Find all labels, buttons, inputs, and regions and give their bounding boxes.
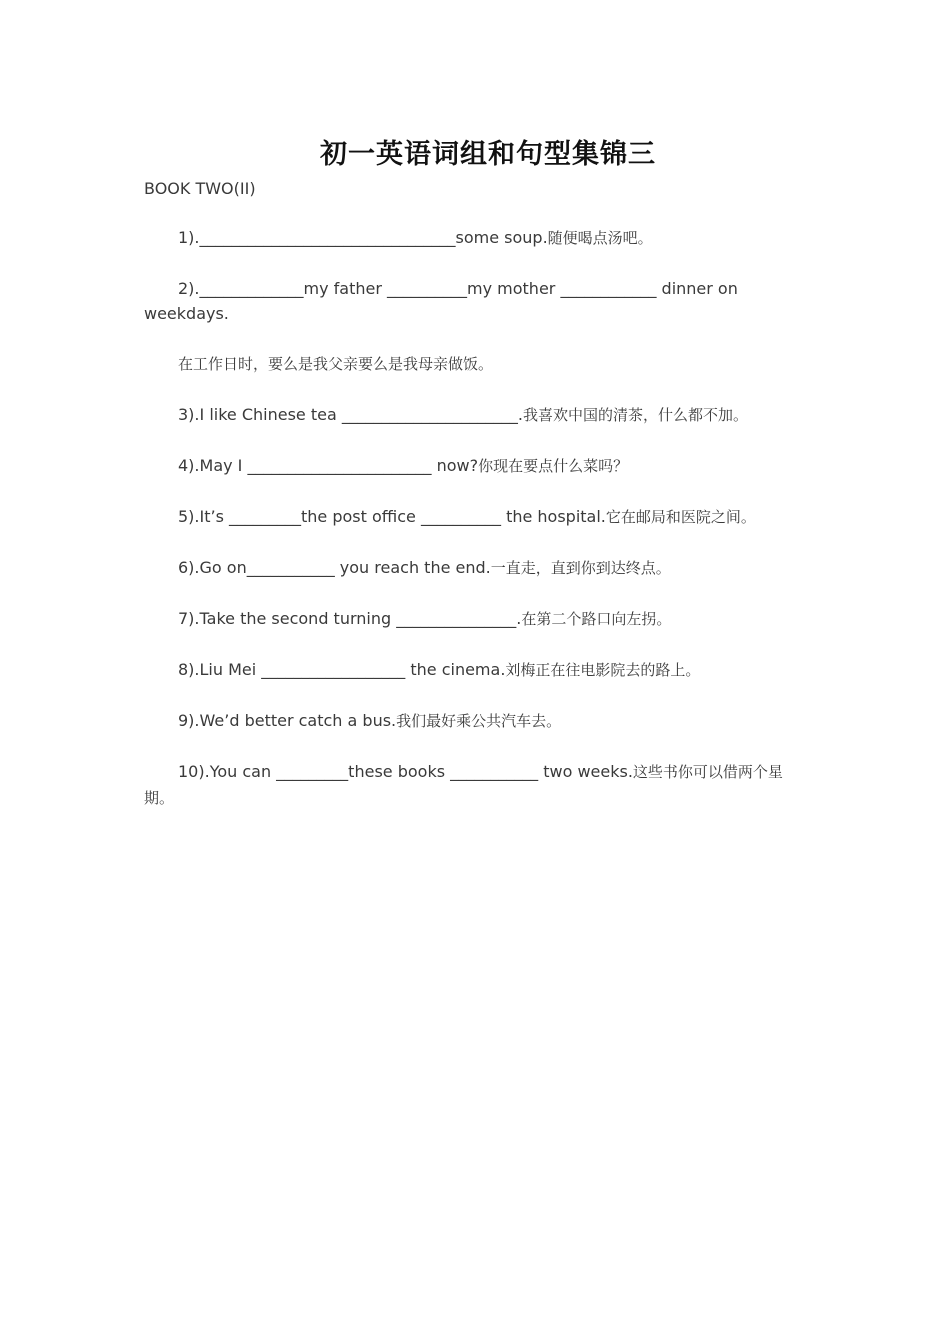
exercise-english: 2)._____________my father __________my mother ____________ dinner on weekdays.: [144, 279, 738, 323]
exercise-chinese: 一直走，直到你到达终点。: [490, 559, 671, 577]
exercise-english: 8).Liu Mei __________________ the cinema.: [178, 660, 506, 679]
document-title: 初一英语词组和句型集锦三: [320, 139, 656, 170]
exercise-item-2: [144, 276, 804, 326]
exercise-english: 7).Take the second turning _______________.: [178, 609, 522, 628]
exercise-chinese: 它在邮局和医院之间。: [605, 508, 756, 526]
exercise-item-6: [144, 555, 804, 581]
exercise-chinese: 在第二个路口向左拐。: [521, 610, 672, 628]
exercise-item-1: [144, 225, 804, 251]
exercise-chinese: 我喜欢中国的清茶，什么都不加。: [522, 406, 748, 424]
exercise-english: 1).________________________________some soup.: [178, 228, 548, 247]
exercise-chinese: 我们最好乘公共汽车去。: [396, 712, 562, 730]
exercise-chinese: 在工作日时，要么是我父亲要么是我母亲做饭。: [178, 355, 494, 373]
exercise-item-9: [144, 708, 804, 734]
exercise-item-5: [144, 504, 804, 530]
exercise-english: 6).Go on___________ you reach the end.: [178, 558, 491, 577]
section-subtitle: BOOK TWO(II): [144, 179, 256, 198]
exercise-chinese: 这些书你可以借两个星期。: [144, 763, 783, 807]
exercise-chinese: 刘梅正在往电影院去的路上。: [505, 661, 701, 679]
exercise-english: 4).May I _______________________ now?: [178, 456, 479, 475]
exercise-english: 3).I like Chinese tea ______________________.: [178, 405, 523, 424]
exercise-english: 5).It’s _________the post office __________ the hospital.: [178, 507, 606, 526]
exercise-item-10: [144, 759, 804, 811]
exercise-item-2-translation: [144, 351, 804, 377]
exercise-item-3: [144, 402, 804, 428]
exercise-item-8: [144, 657, 804, 683]
exercise-item-7: [144, 606, 804, 632]
exercise-english: 10).You can _________these books ___________ two weeks.: [178, 762, 633, 781]
exercise-chinese: 随便喝点汤吧。: [547, 229, 653, 247]
exercise-english: 9).We’d better catch a bus.: [178, 711, 397, 730]
exercise-chinese: 你现在要点什么菜吗？: [478, 457, 629, 475]
exercise-item-4: [144, 453, 804, 479]
document-body: [144, 176, 804, 836]
